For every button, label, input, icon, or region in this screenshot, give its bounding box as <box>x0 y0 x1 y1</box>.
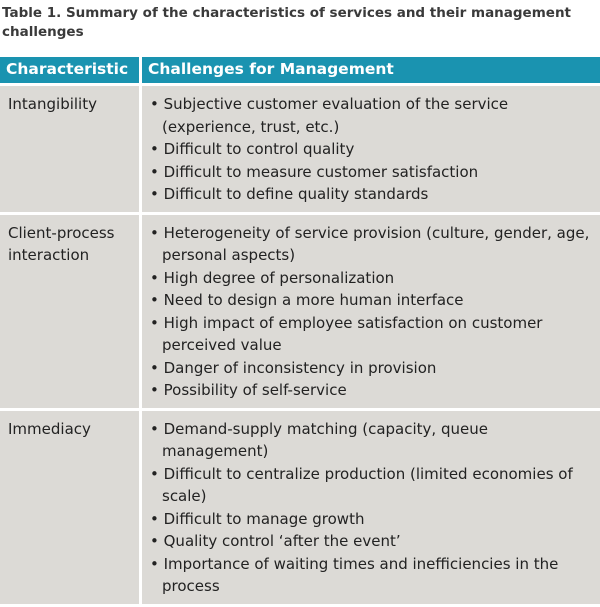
challenges-list <box>150 222 594 402</box>
challenge-item: • Difficult to define quality standards <box>150 183 594 206</box>
challenge-item: • Difficult to manage growth <box>150 508 594 531</box>
challenge-item: • Difficult to measure customer satisfaction <box>150 161 594 184</box>
characteristic-cell: Intangibility <box>0 85 141 214</box>
challenge-item: • Importance of waiting times and inefficiencies in the process <box>150 553 594 598</box>
challenges-cell <box>141 85 600 214</box>
challenges-cell <box>141 213 600 409</box>
table-row <box>0 213 600 409</box>
challenge-item: • Heterogeneity of service provision (culture, gender, age, personal aspects) <box>150 222 594 267</box>
challenge-item: • Quality control ‘after the event’ <box>150 530 594 553</box>
challenges-list <box>150 418 594 598</box>
challenge-item: • Difficult to centralize production (limited economies of scale) <box>150 463 594 508</box>
header-challenges: Challenges for Management <box>141 56 600 85</box>
table-title: Table 1. Summary of the characteristics of services and their management challenges <box>2 4 598 42</box>
challenge-item: • Need to design a more human interface <box>150 289 594 312</box>
challenge-item: • High degree of personalization <box>150 267 594 290</box>
characteristic-cell: Client-process interaction <box>0 213 141 409</box>
challenges-list <box>150 93 594 206</box>
characteristic-cell: Immediacy <box>0 409 141 605</box>
characteristics-table <box>0 54 600 607</box>
challenge-item: • Subjective customer evaluation of the service (experience, trust, etc.) <box>150 93 594 138</box>
header-row <box>0 56 600 85</box>
challenge-item: • Demand-supply matching (capacity, queue management) <box>150 418 594 463</box>
header-characteristic: Characteristic <box>0 56 141 85</box>
challenge-item: • High impact of employee satisfaction on customer perceived value <box>150 312 594 357</box>
challenge-item: • Danger of inconsistency in provision <box>150 357 594 380</box>
challenge-item: • Difficult to control quality <box>150 138 594 161</box>
challenge-item: • Possibility of self-service <box>150 379 594 402</box>
table-row <box>0 85 600 214</box>
challenges-cell <box>141 409 600 605</box>
table-row <box>0 409 600 605</box>
